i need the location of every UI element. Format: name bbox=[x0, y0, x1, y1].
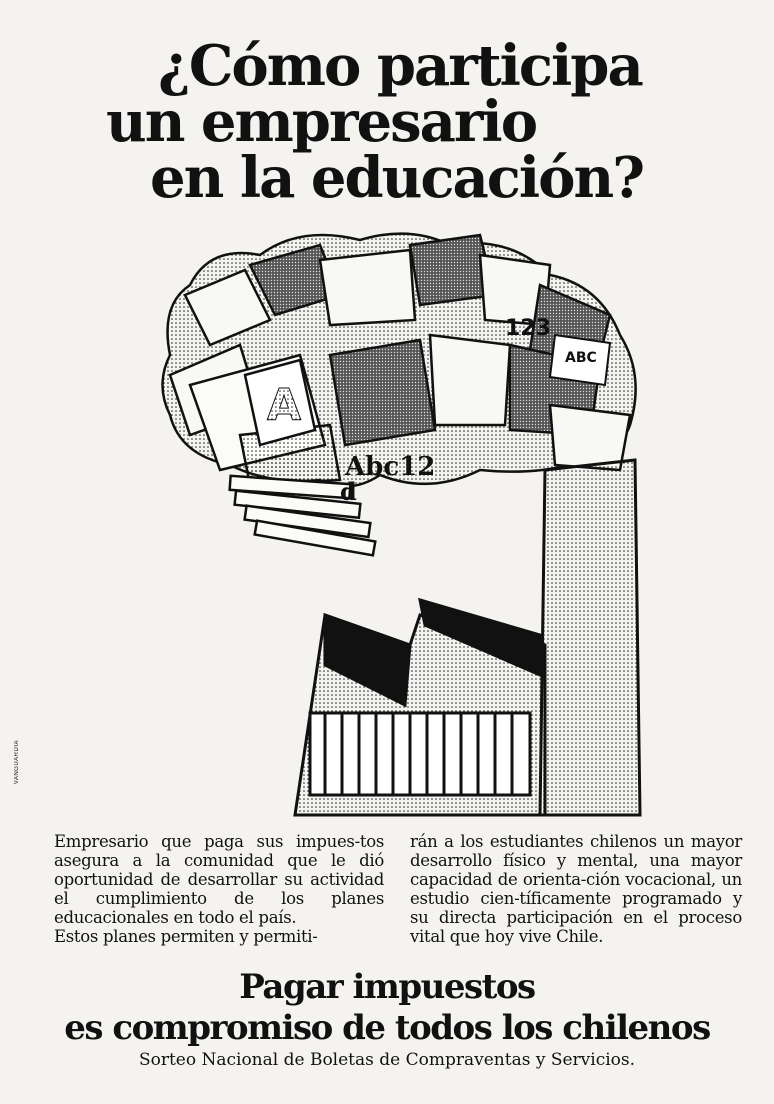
body-paragraph: rán a los estudiantes chilenos un mayor desarrollo físico y mental, una mayor capacidad de orienta-ción vocacional, un estudio cien-tíficamente programado y su directa participación en el proceso vital que hoy vive Chile. bbox=[410, 832, 742, 946]
factory-books-illustration bbox=[150, 225, 650, 825]
letter-d-label: d bbox=[340, 477, 357, 506]
headline-line-1: ¿Cómo participa bbox=[158, 33, 642, 99]
abc12-label: Abc12 bbox=[345, 452, 436, 482]
svg-text:A: A bbox=[267, 380, 302, 431]
headline-line-2: un empresario bbox=[106, 89, 537, 155]
numbers-label: 123 bbox=[505, 316, 551, 341]
tagline-line-1: Pagar impuestos bbox=[239, 967, 535, 1007]
illustrator-credit: VANGUARDIA bbox=[14, 740, 20, 785]
headline bbox=[100, 33, 720, 211]
headline-line-3: en la educación? bbox=[150, 145, 644, 211]
sorteo-footer: Sorteo Nacional de Boletas de Compraventas y Servicios. bbox=[138, 1050, 636, 1070]
tagline-line-2: es compromiso de todos los chilenos bbox=[64, 1008, 710, 1048]
svg-text:ABC: ABC bbox=[565, 350, 597, 366]
body-paragraph: Estos planes permiten y permiti- bbox=[54, 927, 318, 946]
body-column-left bbox=[54, 832, 384, 946]
body-column-right bbox=[410, 832, 742, 946]
body-paragraph: Empresario que paga sus impues-tos asegura a la comunidad que le dió oportunidad de desarrollar su actividad el cumplimiento de los planes educacionales en todo el país. bbox=[54, 832, 384, 927]
book-abc-icon bbox=[550, 335, 610, 385]
